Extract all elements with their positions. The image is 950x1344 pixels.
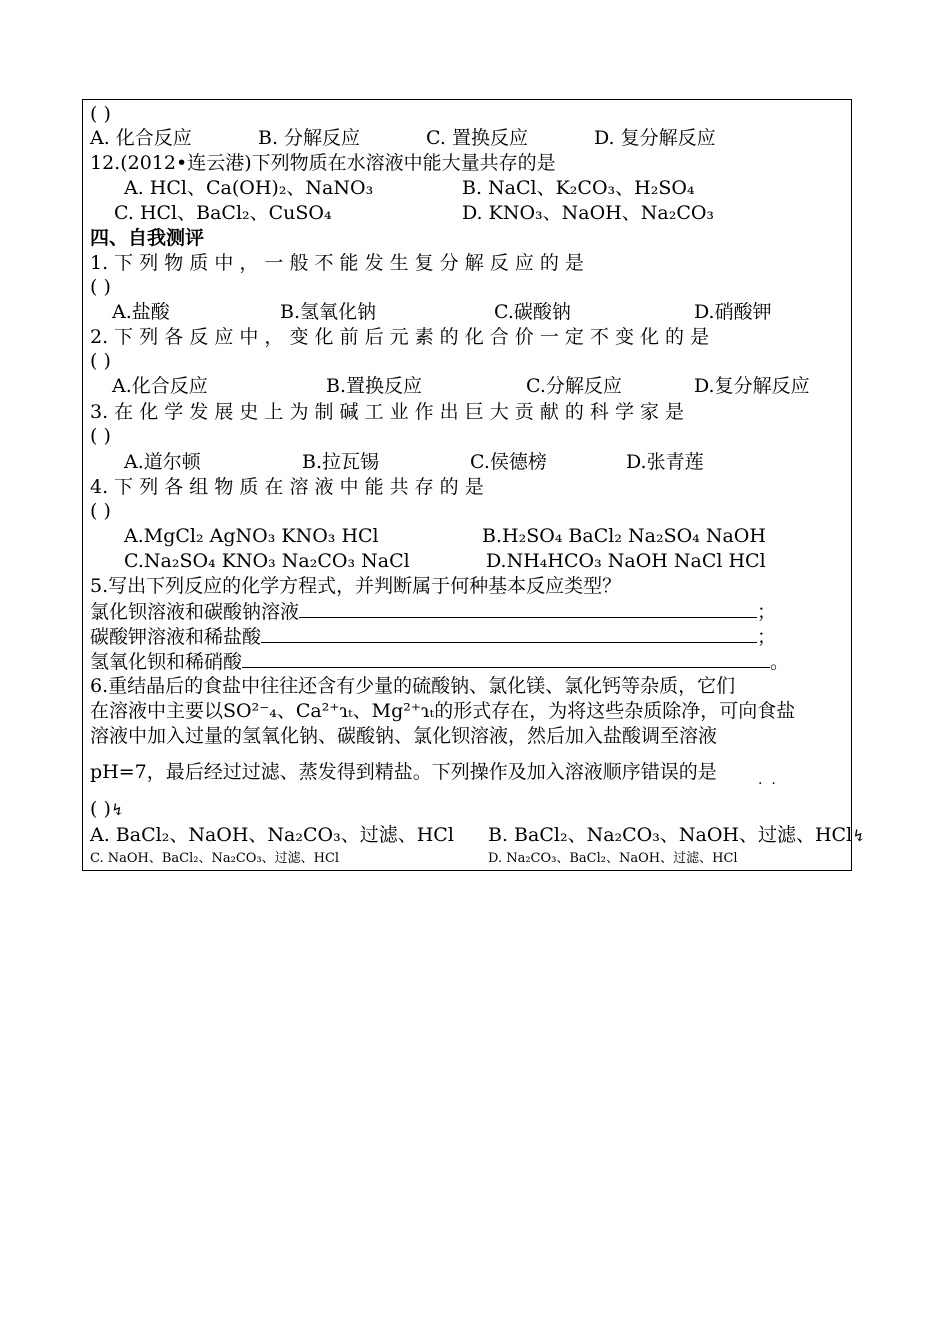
- s6-answer-line: [90, 797, 124, 822]
- s4-option-d: D.NH₄HCO₃ NaOH NaCl HCl: [486, 550, 766, 572]
- s5-reaction-1-label: 氯化钡溶液和碳酸钠溶液: [90, 601, 300, 623]
- s2-option-c: C.分解反应: [526, 375, 622, 397]
- s4-option-c: C.Na₂SO₄ KNO₃ Na₂CO₃ NaCl: [124, 550, 410, 572]
- s6-line-2: 在溶液中主要以SO²⁻₄、Ca²⁺ɿₜ、Mg²⁺ɿₜ的形式存在，为将这些杂质除净，可向食盐: [90, 700, 796, 722]
- swirl-mark-icon: ↯: [852, 826, 866, 845]
- q11-option-b: B. 分解反应: [258, 127, 361, 149]
- s2-option-a: A.化合反应: [112, 375, 208, 397]
- s1-option-d: D.硝酸钾: [694, 301, 772, 323]
- s1-stem: 1. 下 列 物 质 中 ， 一 般 不 能 发 生 复 分 解 反 应 的 是: [90, 252, 584, 274]
- s6-line-1: 6.重结晶后的食盐中往往还含有少量的硫酸钠、氯化镁、氯化钙等杂质，它们: [90, 675, 736, 697]
- s2-stem: 2. 下 列 各 反 应 中 ， 变 化 前 后 元 素 的 化 合 价 一 定 不 变 化 的 是: [90, 326, 710, 348]
- s5-answer-blank-2[interactable]: [261, 624, 757, 643]
- q11-option-a: A. 化合反应: [90, 127, 192, 149]
- s6-line-3: 溶液中加入过量的氢氧化钠、碳酸钠、氯化钡溶液，然后加入盐酸调至溶液: [90, 725, 718, 747]
- s1-option-b: B.氢氧化钠: [280, 301, 377, 323]
- s5-line-1-end: ；: [757, 601, 777, 623]
- q12-stem: 12.(2012•连云港)下列物质在水溶液中能大量共存的是: [90, 152, 556, 174]
- s3-option-a: A.道尔顿: [124, 451, 201, 473]
- s2-answer-paren: ( ): [90, 350, 111, 372]
- s6-answer-paren: ( ): [90, 798, 111, 820]
- s5-answer-blank-3[interactable]: [242, 649, 770, 668]
- s5-line-2-end: ；: [757, 626, 777, 648]
- s6-option-d: D. Na₂CO₃、BaCl₂、NaOH、过滤、HCl: [488, 851, 738, 866]
- s5-line-3-end: 。: [770, 651, 790, 673]
- s4-option-b: B.H₂SO₄ BaCl₂ Na₂SO₄ NaOH: [482, 525, 766, 547]
- s4-stem: 4. 下 列 各 组 物 质 在 溶 液 中 能 共 存 的 是: [90, 476, 484, 498]
- q12-option-a: A. HCl、Ca(OH)₂、NaNO₃: [124, 177, 374, 199]
- section-title: 四、自我测评: [90, 227, 205, 249]
- s6-option-b-text: B. BaCl₂、Na₂CO₃、NaOH、过滤、HCl: [488, 824, 853, 846]
- s5-line-2: [90, 624, 776, 649]
- s6-option-c: C. NaOH、BaCl₂、Na₂CO₃、过滤、HCl: [90, 851, 340, 866]
- q12-option-d: D. KNO₃、NaOH、Na₂CO₃: [462, 202, 715, 224]
- s3-answer-paren: ( ): [90, 425, 111, 447]
- swirl-mark-icon: ↯: [110, 800, 125, 819]
- s2-option-d: D.复分解反应: [694, 375, 810, 397]
- s5-answer-blank-1[interactable]: [299, 599, 757, 618]
- s5-line-3: [90, 649, 789, 674]
- s3-stem: 3. 在 化 学 发 展 史 上 为 制 碱 工 业 作 出 巨 大 贡 献 的 科 学 家 是: [90, 401, 685, 423]
- q11-option-c: C. 置换反应: [426, 127, 528, 149]
- s1-answer-paren: ( ): [90, 276, 111, 298]
- s6-option-b: [488, 823, 866, 848]
- q11-option-d: D. 复分解反应: [594, 127, 716, 149]
- s5-reaction-3-label: 氢氧化钡和稀硝酸: [90, 651, 243, 673]
- s3-option-c: C.侯德榜: [470, 451, 547, 473]
- s3-option-d: D.张青莲: [626, 451, 704, 473]
- s6-line-4: pH=7，最后经过过滤、蒸发得到精盐。下列操作及加入溶液顺序错误的是: [90, 761, 717, 783]
- q12-option-b: B. NaCl、K₂CO₃、H₂SO₄: [462, 177, 695, 199]
- s3-option-b: B.拉瓦锡: [302, 451, 380, 473]
- q11-answer-paren: ( ): [90, 103, 111, 125]
- s4-option-a: A.MgCl₂ AgNO₃ KNO₃ HCl: [124, 525, 379, 547]
- s1-option-c: C.碳酸钠: [494, 301, 571, 323]
- s5-reaction-2-label: 碳酸钾溶液和稀盐酸: [90, 626, 262, 648]
- s5-line-1: [90, 599, 776, 624]
- emphasis-dots: · ·: [758, 776, 776, 792]
- s1-option-a: A.盐酸: [112, 301, 170, 323]
- s2-option-b: B.置换反应: [326, 375, 423, 397]
- q12-option-c: C. HCl、BaCl₂、CuSO₄: [114, 202, 332, 224]
- s6-option-a: A. BaCl₂、NaOH、Na₂CO₃、过滤、HCl: [90, 824, 454, 846]
- s4-answer-paren: ( ): [90, 500, 111, 522]
- s5-stem: 5.写出下列反应的化学方程式，并判断属于何种基本反应类型？: [90, 575, 622, 597]
